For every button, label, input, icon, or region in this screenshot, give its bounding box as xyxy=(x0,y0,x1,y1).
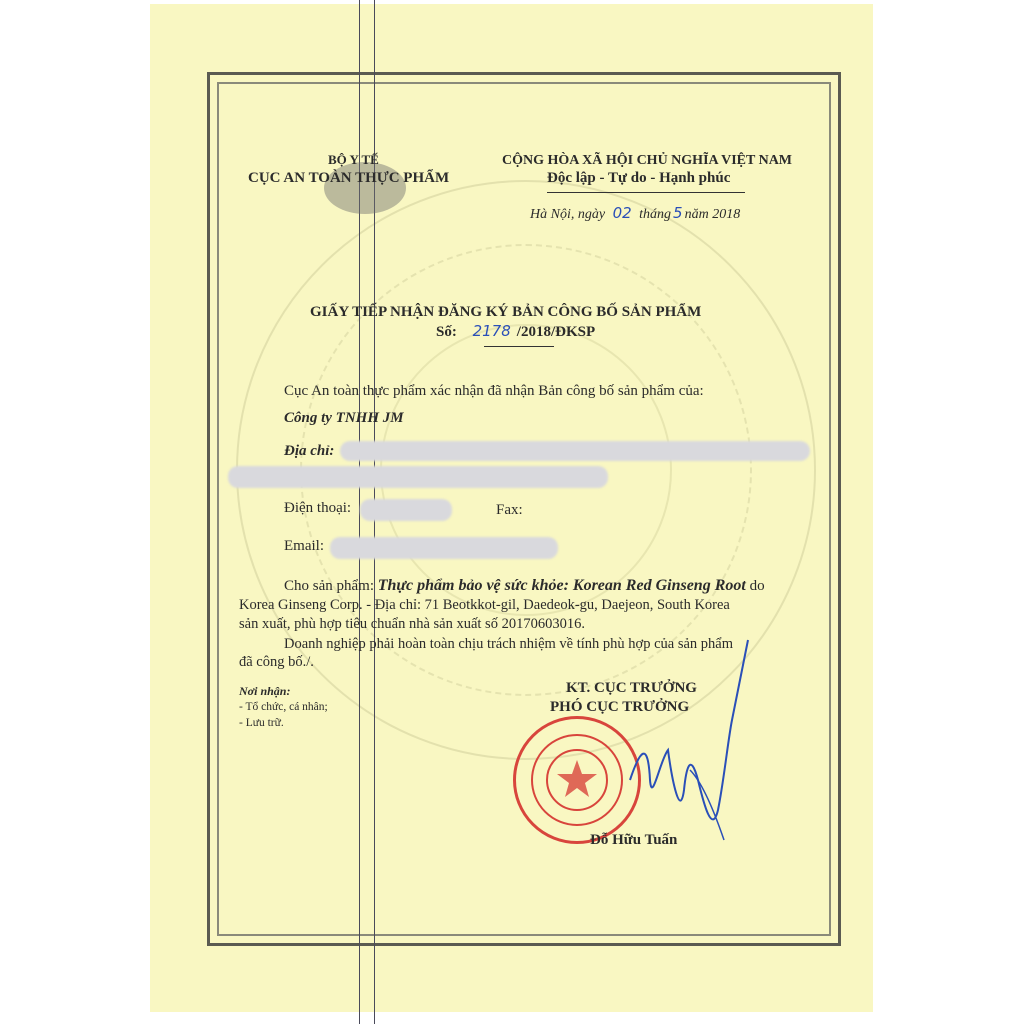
signature-title-1: KT. CỤC TRƯỞNG xyxy=(566,680,697,696)
redacted-address xyxy=(340,441,810,461)
date-month-label: tháng xyxy=(639,207,672,222)
product-prefix: Cho sản phẩm: xyxy=(284,578,374,594)
responsibility-line1: Doanh nghiệp phải hoàn toàn chịu trách nhiệm về tính phù hợp của sản phẩm xyxy=(284,636,733,652)
document-number xyxy=(436,322,595,341)
intro-text: Cục An toàn thực phẩm xác nhận đã nhận Bản công bố sản phẩm của: xyxy=(284,383,704,399)
recipient-item: - Tổ chức, cá nhân; xyxy=(239,701,328,713)
ministry-name: BỘ Y TẾ xyxy=(328,152,379,167)
signer-name: Đỗ Hữu Tuấn xyxy=(590,832,678,848)
recipients-label: Nơi nhận: xyxy=(239,684,291,698)
country-name: CỘNG HÒA XÃ HỘI CHỦ NGHĨA VIỆT NAM xyxy=(502,153,793,168)
phone-label: Điện thoại: xyxy=(284,500,352,516)
department-name: CỤC AN TOÀN THỰC PHẨM xyxy=(248,170,450,186)
date-month: 5 xyxy=(673,204,683,222)
email-label: Email: xyxy=(284,538,324,554)
product-line xyxy=(284,577,765,595)
document-title: GIẤY TIẾP NHẬN ĐĂNG KÝ BẢN CÔNG BỐ SẢN PHẨM xyxy=(310,304,702,320)
number-label: Số: xyxy=(436,324,457,340)
standard-line: sản xuất, phù hợp tiêu chuẩn nhà sản xuất số 20170603016. xyxy=(239,616,585,632)
recipient-item: - Lưu trữ. xyxy=(239,717,284,729)
manufacturer-line: Korea Ginseng Corp. - Địa chỉ: 71 Beotkkot-gil, Daedeok-gu, Daejeon, South Korea xyxy=(239,597,730,613)
motto-underline xyxy=(547,192,745,193)
product-suffix: do xyxy=(749,578,765,594)
number-handwritten: 2178 xyxy=(472,322,511,340)
redacted-phone xyxy=(360,499,452,521)
date-day: 02 xyxy=(612,204,632,222)
address-label: Địa chỉ: xyxy=(284,443,335,459)
number-underline xyxy=(484,346,554,347)
date-year: năm 2018 xyxy=(684,207,741,222)
redacted-email xyxy=(330,537,558,559)
issue-date xyxy=(530,204,740,223)
number-suffix: /2018/ĐKSP xyxy=(516,324,596,340)
national-motto: Độc lập - Tự do - Hạnh phúc xyxy=(547,170,731,186)
company-name: Công ty TNHH JM xyxy=(284,410,404,426)
signature-title-2: PHÓ CỤC TRƯỞNG xyxy=(550,699,690,715)
handwritten-signature xyxy=(620,630,760,860)
product-name: Thực phẩm bảo vệ sức khỏe: Korean Red Ginseng Root xyxy=(377,577,746,594)
date-prefix: Hà Nội, ngày xyxy=(530,207,606,222)
fax-label: Fax: xyxy=(496,502,523,518)
redacted-address-line2 xyxy=(228,466,608,488)
responsibility-line2: đã công bố./. xyxy=(239,654,314,670)
